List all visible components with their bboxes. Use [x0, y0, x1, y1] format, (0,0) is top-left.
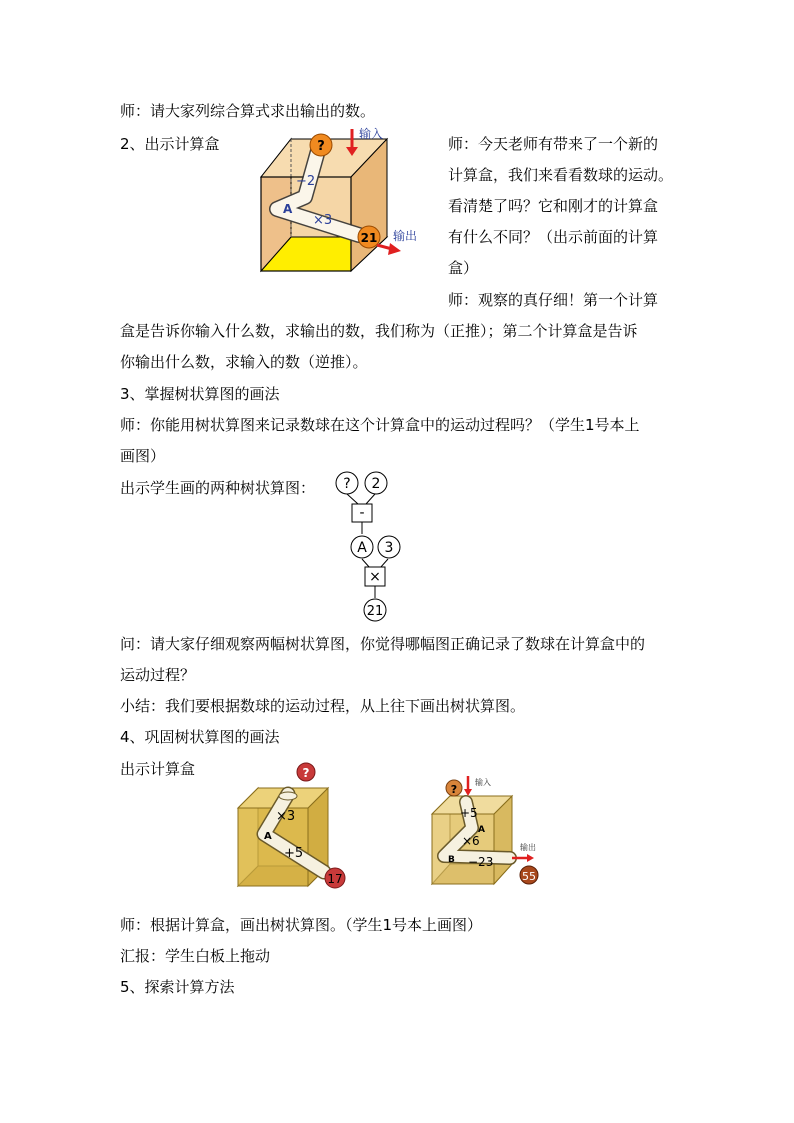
operation-label: ×6	[462, 834, 480, 848]
calculation-box-figure-3	[428, 772, 546, 890]
text-line: 出示学生画的两种树状算图：	[120, 479, 316, 497]
intermediate-label: A	[283, 202, 293, 216]
ball-input-value: ?	[450, 783, 458, 796]
tree-node-value: 21	[366, 604, 384, 619]
section-heading: 2、出示计算盒	[120, 135, 220, 153]
ball-output-value: 17	[327, 872, 343, 886]
input-label: 输入	[475, 778, 491, 787]
text-line: 师：观察的真仔细！第一个计算	[448, 291, 659, 309]
tree-node-value: A	[357, 540, 367, 556]
text-line: 看清楚了吗？它和刚才的计算盒	[448, 197, 659, 215]
tree-operator: ×	[369, 569, 381, 585]
operation-label: +5	[460, 806, 478, 820]
text-line: 运动过程？	[120, 666, 196, 684]
operation-label: ×3	[276, 809, 296, 824]
section-heading: 4、巩固树状算图的画法	[120, 728, 280, 746]
operation-label: ×3	[313, 213, 333, 228]
tree-diagram	[330, 470, 430, 625]
text-line: 小结：我们要根据数球的运动过程，从上往下画出树状算图。	[120, 697, 526, 715]
text-line: 汇报：学生白板上拖动	[120, 947, 271, 965]
calculation-box-figure-2	[234, 760, 352, 892]
output-label: 输出	[393, 229, 418, 243]
section-heading: 3、掌握树状算图的画法	[120, 385, 280, 403]
text-line: 有什么不同？（出示前面的计算	[448, 228, 659, 246]
text-line: 盒）	[448, 259, 479, 277]
text-line: 师：你能用树状算图来记录数球在这个计算盒中的运动过程吗？（学生1号本上	[120, 416, 640, 434]
intermediate-label: A	[264, 831, 272, 842]
text-line: 计算盒，我们来看看数球的运动。	[448, 166, 674, 184]
tree-operator: -	[359, 505, 365, 521]
text-line: 你输出什么数，求输入的数（逆推）。	[120, 353, 368, 371]
text-line: 师：今天老师有带来了一个新的	[448, 135, 659, 153]
calculation-box-figure-1	[259, 127, 427, 273]
text-line: 出示计算盒	[120, 760, 196, 778]
ball-input-value: ?	[302, 766, 310, 780]
intermediate-label: B	[448, 855, 455, 865]
text-line: 问：请大家仔细观察两幅树状算图，你觉得哪幅图正确记录了数球在计算盒中的	[120, 635, 646, 653]
tree-node-value: 2	[371, 476, 381, 492]
operation-label: +5	[284, 846, 304, 861]
tree-node-value: 3	[384, 540, 394, 556]
text-line: 盒是告诉你输入什么数，求输出的数，我们称为（正推）；第二个计算盒是告诉	[120, 322, 638, 340]
text-line: 画图）	[120, 447, 166, 465]
ball-output-value: 21	[360, 231, 378, 245]
ball-input-value: ?	[317, 139, 325, 154]
tree-node-value: ?	[343, 476, 351, 492]
operation-label: −23	[468, 855, 494, 869]
section-heading: 5、探索计算方法	[120, 978, 235, 996]
text-line: 师：根据计算盒，画出树状算图。（学生1号本上画图）	[120, 916, 483, 934]
input-label: 输入	[359, 127, 384, 141]
intermediate-label: A	[478, 825, 485, 835]
output-label: 输出	[520, 843, 536, 852]
text-line: 师：请大家列综合算式求出输出的数。	[120, 102, 376, 120]
ball-output-value: 55	[522, 870, 536, 883]
operation-label: −2	[296, 174, 316, 189]
